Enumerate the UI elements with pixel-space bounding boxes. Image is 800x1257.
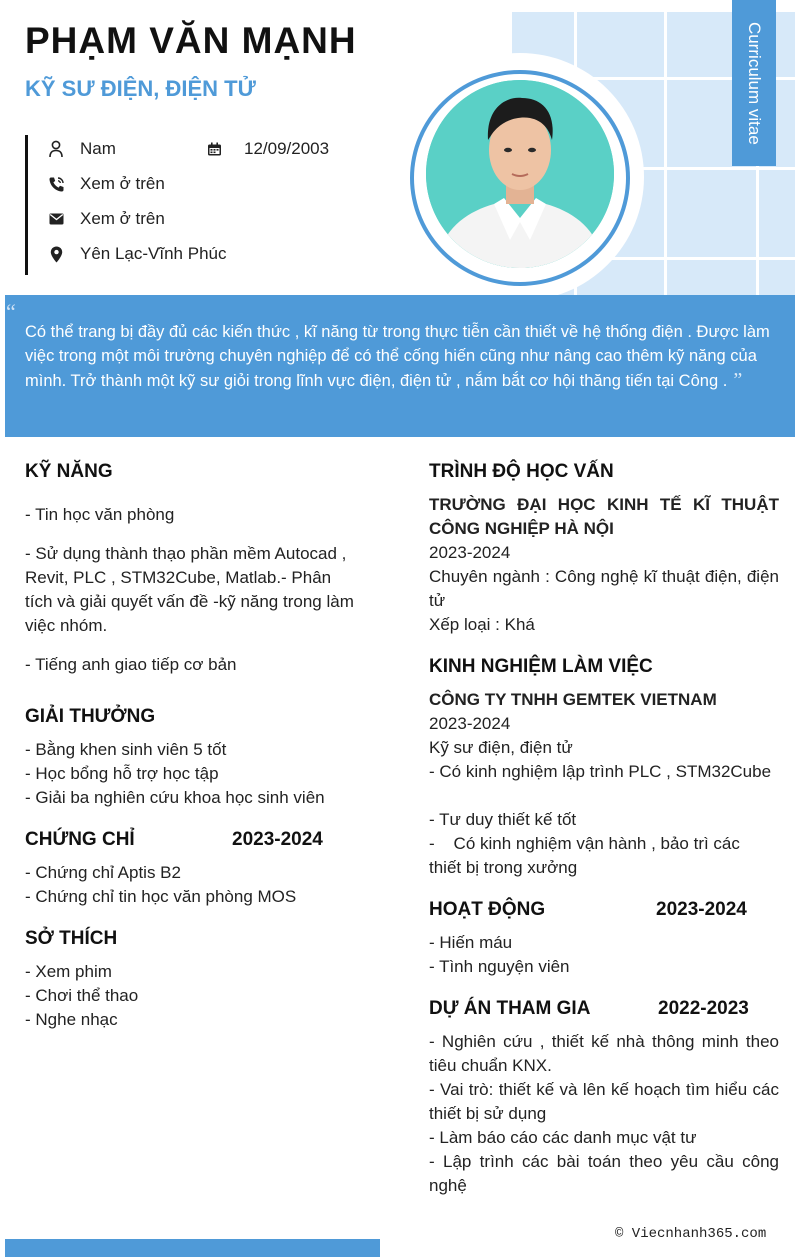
- activity-item: - Hiến máu: [429, 933, 513, 952]
- hobby-item: - Chơi thể thao: [25, 986, 139, 1005]
- projects-year: 2022-2023: [658, 998, 749, 1019]
- objective-text: Có thể trang bị đầy đủ các kiến thức , kĩ năng từ trong thực tiễn cần thiết về hệ thống điện . Được làm việc trong một môi trường chuyên nghiệp để có thể cống hiến cũng như nâng cao thêm kỹ năng của mình. Trở thành một kỹ sư giỏi trong lĩnh vực điện, điện tử , nắm bắt cơ hội thăng tiến tại Công .: [25, 323, 770, 390]
- project-item: - Nghiên cứu , thiết kế nhà thông minh theo tiêu chuẩn KNX.: [429, 1032, 779, 1075]
- skill-item: - Tiếng anh giao tiếp cơ bản: [25, 655, 237, 674]
- hobby-item: - Nghe nhạc: [25, 1010, 118, 1029]
- birthday-row: [204, 139, 329, 159]
- activities-title: HOẠT ĐỘNG: [429, 899, 546, 920]
- education-major: Chuyên ngành : Công nghệ kĩ thuật điện, điện tử: [429, 567, 779, 610]
- experience-role: Kỹ sư điện, điện tử: [429, 738, 573, 757]
- phone-value: Xem ở trên: [80, 174, 165, 193]
- email-value: Xem ở trên: [80, 209, 165, 228]
- profile-photo: [426, 80, 614, 268]
- location-pin-icon: [46, 244, 66, 264]
- awards-title: GIẢI THƯỞNG: [25, 706, 156, 727]
- hobbies-title: SỞ THÍCH: [25, 928, 118, 949]
- address-row: [46, 244, 226, 264]
- experience-item: - Có kinh nghiệm vận hành , bảo trì các thiết bị trong xưởng: [429, 834, 745, 877]
- open-quote-icon: “: [6, 299, 16, 324]
- activity-item: - Tình nguyện viên: [429, 957, 570, 976]
- skill-item: - Tin học văn phòng: [25, 505, 175, 524]
- company-name: CÔNG TY TNHH GEMTEK VIETNAM: [429, 690, 717, 709]
- certificate-item: - Chứng chỉ Aptis B2: [25, 863, 181, 882]
- gender-value: Nam: [80, 139, 116, 158]
- experience-item: - Tư duy thiết kế tốt: [429, 810, 577, 829]
- award-item: - Học bổng hỗ trợ học tập: [25, 764, 219, 783]
- certificates-title: CHỨNG CHỈ: [25, 829, 135, 850]
- experience-item: - Có kinh nghiệm lập trình PLC , STM32Cube: [429, 762, 772, 781]
- email-row: [46, 209, 165, 229]
- footer-accent-bar: [5, 1239, 380, 1257]
- calendar-icon: [204, 139, 224, 159]
- person-icon: [46, 139, 66, 159]
- certificates-year: 2023-2024: [232, 829, 323, 850]
- envelope-icon: [46, 209, 66, 229]
- project-item: - Lập trình các bài toán theo yêu cầu công nghệ: [429, 1152, 779, 1195]
- job-title: KỸ SƯ ĐIỆN, ĐIỆN TỬ: [25, 76, 256, 101]
- education-years: 2023-2024: [429, 543, 511, 562]
- address-value: Yên Lạc-Vĩnh Phúc: [80, 244, 227, 263]
- experience-years: 2023-2024: [429, 714, 511, 733]
- certificate-item: - Chứng chỉ tin học văn phòng MOS: [25, 887, 297, 906]
- birthday-value: 12/09/2003: [244, 139, 330, 158]
- education-title: TRÌNH ĐỘ HỌC VẤN: [429, 461, 614, 482]
- phone-icon: [46, 174, 66, 194]
- project-item: - Làm báo cáo các danh mục vật tư: [429, 1128, 697, 1147]
- cv-label: Curriculum vitae: [745, 21, 764, 145]
- objective-paragraph: [25, 320, 770, 393]
- activities-year: 2023-2024: [656, 899, 747, 920]
- hobby-item: - Xem phim: [25, 962, 112, 981]
- projects-title: DỰ ÁN THAM GIA: [429, 998, 591, 1019]
- career-objective: [5, 295, 795, 437]
- award-item: - Giải ba nghiên cứu khoa học sinh viên: [25, 788, 325, 807]
- candidate-name: PHẠM VĂN MẠNH: [25, 20, 357, 61]
- school-name: TRƯỜNG ĐẠI HỌC KINH TẾ KĨ THUẬT CÔNG NGHIỆP HÀ NỘI: [429, 495, 779, 538]
- education-rank: Xếp loại : Khá: [429, 615, 535, 634]
- gender-row: [46, 139, 116, 159]
- copyright-link[interactable]: © Viecnhanh365.com: [615, 1226, 767, 1242]
- award-item: - Bằng khen sinh viên 5 tốt: [25, 740, 227, 759]
- phone-row: [46, 174, 165, 194]
- skills-title: KỸ NĂNG: [25, 461, 113, 482]
- project-item: - Vai trò: thiết kế và lên kế hoạch tìm hiểu các thiết bị sử dụng: [429, 1080, 779, 1123]
- experience-title: KINH NGHIỆM LÀM VIỆC: [429, 656, 653, 677]
- personal-info: [25, 135, 385, 275]
- close-quote-icon: ”: [733, 369, 743, 391]
- skill-item: - Sử dụng thành thạo phần mềm Autocad , Revit, PLC , STM32Cube, Matlab.- Phân tích và giải quyết vấn đề -kỹ năng trong làm việc nhóm.: [25, 544, 354, 635]
- curriculum-vitae-tab: [732, 0, 776, 166]
